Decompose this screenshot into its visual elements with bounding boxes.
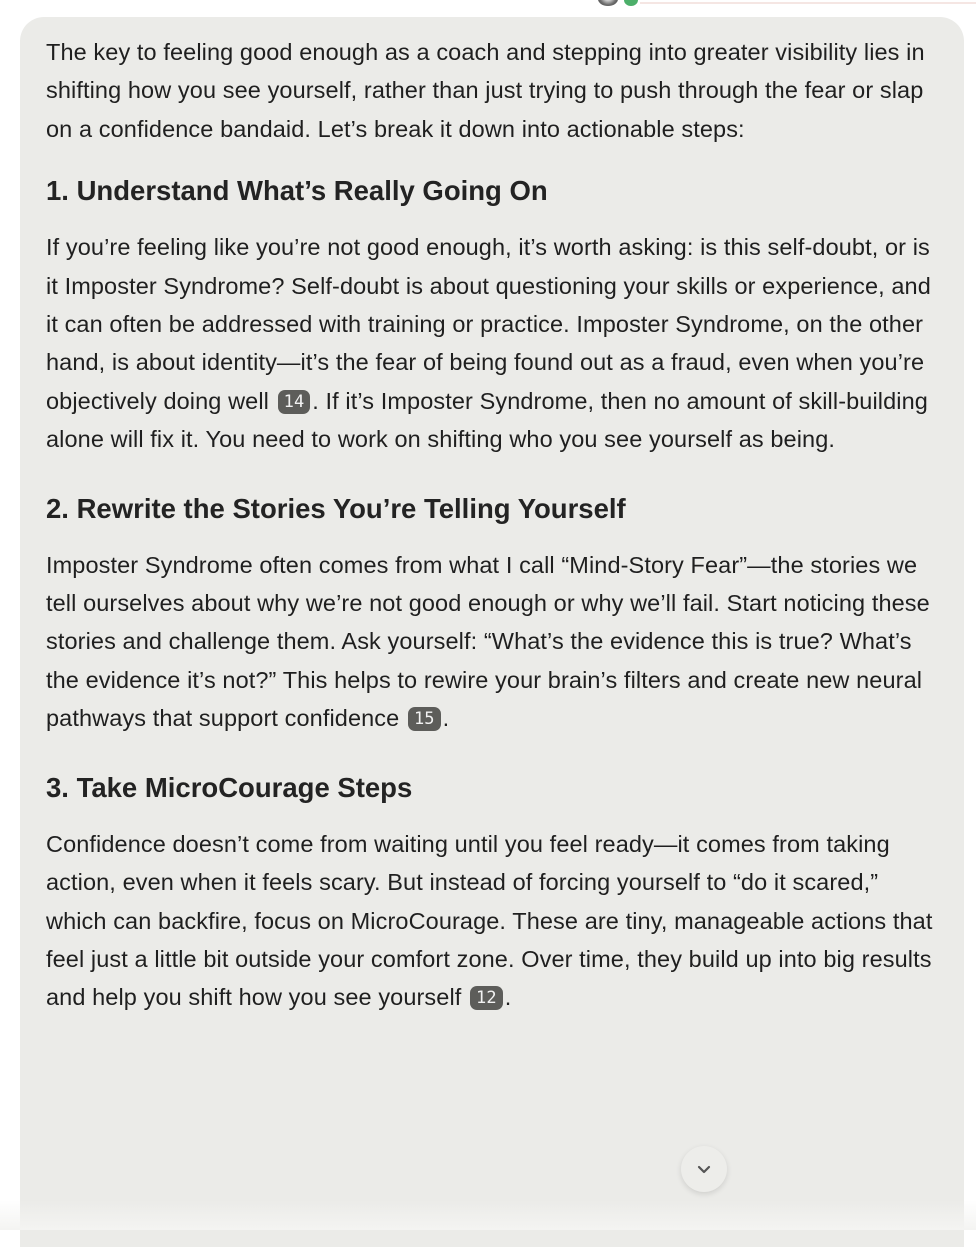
section-text: Imposter Syndrome often comes from what I call “Mind-Story Fear”—the stories we tell ourselves about why we’re not good enough or why we’ll fail. Start noticing these stories and challenge them. Ask yourself: “What’s the evidence this is true? What’s the evidence it’s not?” This helps to rewire your brain’s filters and create new neural pathways that support confidence [46,551,930,732]
section-heading-1: 1. Understand What’s Really Going On [46,175,548,207]
section-text: If you’re feeling like you’re not good enough, it’s worth asking: is this self-doubt, or is it Imposter Syndrome? Self-doubt is about questioning your skills or experience, and it can often be addressed with training or practice. Imposter Syndrome, on the other hand, is about identity—it’s the fear of being found out as a fraud, even when you’re objectively doing well [46,234,931,414]
citation-badge[interactable]: 15 [408,707,441,731]
section-body-2 [46,546,938,738]
scroll-down-button[interactable] [681,1146,727,1192]
section-heading-3: 3. Take MicroCourage Steps [46,771,413,803]
section-body-3 [46,825,938,1017]
chevron-down-icon [695,1160,713,1178]
section-text: . [442,705,450,732]
section-text: . If it’s Imposter Syndrome, then no amount of skill-building alone will fix it. You need to work on shifting who you see yourself as being. [46,387,928,453]
section-text: . [504,984,512,1011]
citation-badge[interactable]: 12 [470,986,503,1010]
assistant-message-bubble [20,17,964,1247]
message-intro: The key to feeling good enough as a coach and stepping into greater visibility lies in shifting how you see yourself, rather than just trying to push through the fear or slap on a confidence bandaid. Let’s break it down into actionable steps: [46,39,925,142]
online-status-dot [624,0,638,6]
citation-badge[interactable]: 14 [278,390,311,414]
section-text: Confidence doesn’t come from waiting until you feel ready—it comes from taking action, even when it feels scary. But instead of forcing yourself to “do it scared,” which can backfire, focus on MicroCourage. These are tiny, manageable actions that feel just a little bit outside your comfort zone. Over time, they build up into big results and help you shift how you see yourself [46,830,933,1011]
section-heading-2: 2. Rewrite the Stories You’re Telling Yourself [46,492,626,524]
section-body-1 [46,228,938,458]
top-bar [0,0,976,8]
top-divider [640,2,976,4]
avatar[interactable] [598,0,618,6]
